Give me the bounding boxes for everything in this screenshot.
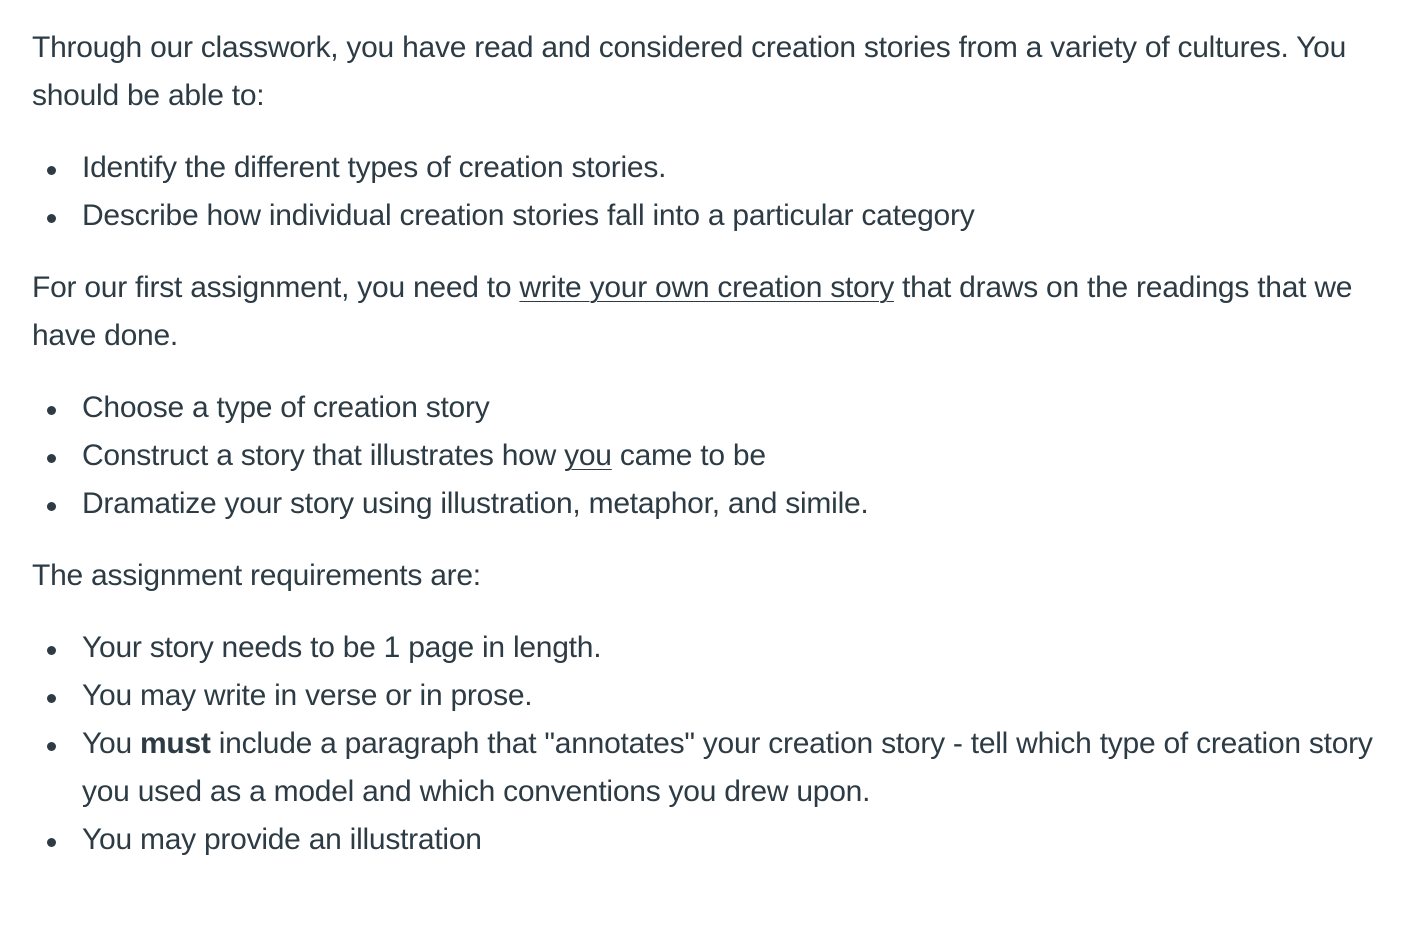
list-item: [82, 816, 1382, 864]
assignment-description: [32, 24, 1382, 864]
requirements-heading: [32, 552, 1382, 600]
list-item-emphasis: you: [564, 439, 612, 472]
list-item-text: You may provide an illustration: [82, 823, 482, 856]
list-item-text: Your story needs to be 1 page in length.: [82, 631, 602, 664]
list-item-text-end: include a paragraph that "annotates" your creation story - tell which type of creation story you used as a model and which conventions you drew upon.: [82, 727, 1373, 808]
list-item: [82, 192, 1382, 240]
list-item-text-end: came to be: [611, 439, 766, 472]
assignment-text-end: that draws on the readings that we have done.: [32, 271, 1353, 352]
list-item: [82, 624, 1382, 672]
list-item: [82, 672, 1382, 720]
intro-text: Through our classwork, you have read and considered creation stories from a variety of cultures. You should be able to:: [32, 31, 1347, 112]
task-list: [32, 384, 1382, 528]
list-item-text: Identify the different types of creation stories.: [82, 151, 667, 184]
requirements-heading-text: The assignment requirements are:: [32, 559, 481, 592]
list-item: [82, 144, 1382, 192]
list-item: [82, 384, 1382, 432]
assignment-paragraph: [32, 264, 1382, 360]
list-item-text: Dramatize your story using illustration, metaphor, and simile.: [82, 487, 869, 520]
list-item-bold: must: [139, 727, 211, 760]
list-item-text-start: Construct a story that illustrates how: [82, 439, 565, 472]
list-item-text: You may write in verse or in prose.: [82, 679, 533, 712]
list-item: [82, 480, 1382, 528]
list-item-text: Choose a type of creation story: [82, 391, 490, 424]
requirements-list: [32, 624, 1382, 864]
list-item-text-start: You: [82, 727, 140, 760]
intro-paragraph: [32, 24, 1382, 120]
list-item: [82, 720, 1382, 816]
assignment-text-start: For our first assignment, you need to: [32, 271, 520, 304]
learning-goals-list: [32, 144, 1382, 240]
assignment-emphasis: write your own creation story: [519, 271, 894, 304]
list-item: [82, 432, 1382, 480]
list-item-text: Describe how individual creation stories fall into a particular category: [82, 199, 975, 232]
